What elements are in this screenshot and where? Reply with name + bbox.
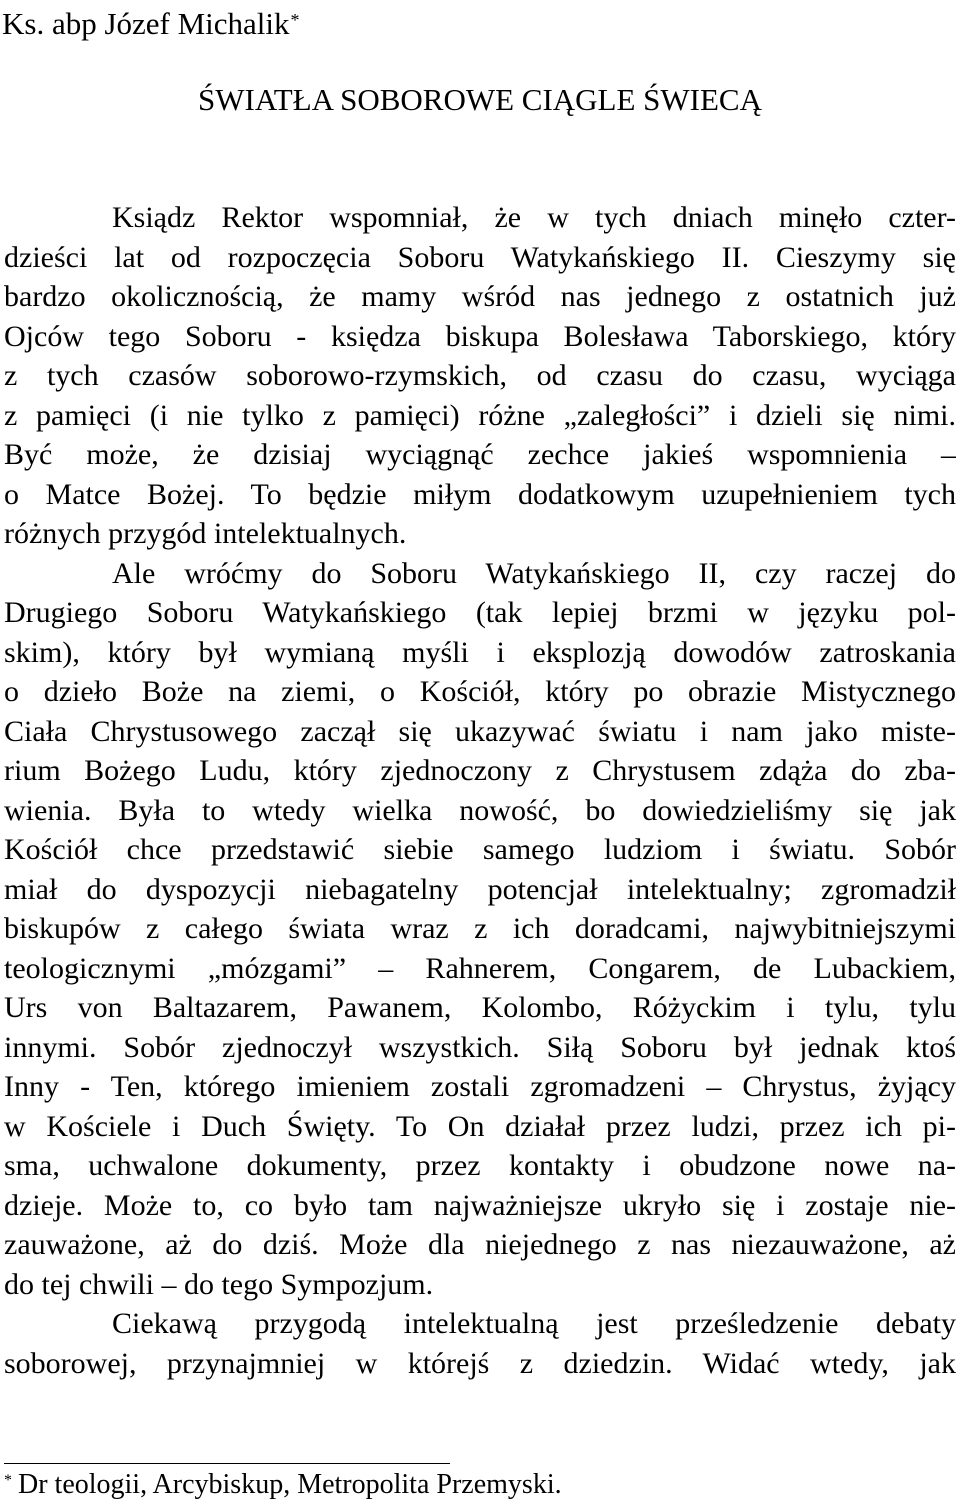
text-line: Ciała Chrystusowego zaczął się ukazywać światu i nam jako miste-: [4, 714, 956, 748]
article-body: [4, 198, 956, 1383]
text-line: bardzo okolicznością, że mamy wśród nas jednego z ostatnich już: [4, 280, 956, 313]
text-line: rium Bożego Ludu, który zjednoczony z Chrystusem zdąża do zba-: [4, 754, 956, 787]
text-line: zauważone, aż do dziś. Może dla niejednego z nas niezauważone, aż: [4, 1228, 956, 1261]
text-line: Inny - Ten, którego imieniem zostali zgromadzeni – Chrystus, żyjący: [4, 1070, 956, 1103]
footnote-separator: [4, 1463, 450, 1464]
text-line: Ojców tego Soboru - księdza biskupa Bolesława Taborskiego, który: [4, 319, 956, 353]
text-line: biskupów z całego świata wraz z ich doradcami, najwybitniejszymi: [4, 912, 956, 945]
text-line: soborowej, przynajmniej w którejś z dziedzin. Widać wtedy, jak: [4, 1346, 956, 1380]
text-line: Kościół chce przedstawić siebie samego ludziom i światu. Sobór: [4, 833, 956, 866]
text-line: wienia. Była to wtedy wielka nowość, bo dowiedzieliśmy się jak: [4, 793, 956, 827]
text-line: z tych czasów soborowo-rzymskich, od czasu do czasu, wyciąga: [4, 359, 956, 392]
text-line: skim), który był wymianą myśli i eksplozją dowodów zatroskania: [4, 635, 956, 669]
text-line: do tej chwili – do tego Sympozjum.: [4, 1267, 434, 1301]
text-line: Ciekawą przygodą intelektualną jest prześledzenie debaty: [112, 1307, 956, 1340]
text-line: Ksiądz Rektor wspomniał, że w tych dniach minęło czter-: [112, 201, 956, 234]
article-title: ŚWIATŁA SOBOROWE CIĄGLE ŚWIECĄ: [198, 82, 762, 117]
text-line: Być może, że dzisiaj wyciągnąć zechce jakieś wspomnienia –: [4, 438, 956, 471]
text-line: różnych przygód intelektualnych.: [4, 517, 407, 550]
author-name: Ks. abp Józef Michalik: [2, 6, 290, 41]
text-line: Drugiego Soboru Watykańskiego (tak lepiej brzmi w języku pol-: [4, 596, 956, 629]
text-line: dzieje. Może to, co było tam najważniejsze ukryło się i zostaje nie-: [4, 1188, 956, 1222]
text-line: sma, uchwalone dokumenty, przez kontakty i obudzone nowe na-: [4, 1149, 956, 1182]
text-line: Urs von Baltazarem, Pawanem, Kolombo, Różyckim i tylu, tylu: [4, 991, 956, 1024]
text-line: teologicznymi „mózgami” – Rahnerem, Congarem, de Lubackiem,: [4, 951, 956, 985]
text-line: w Kościele i Duch Święty. To On działał przez ludzi, przez ich pi-: [4, 1109, 956, 1143]
author-line: [2, 6, 300, 42]
footnote: [4, 1470, 562, 1500]
text-line: z pamięci (i nie tylko z pamięci) różne „zaległości” i dzieli się nimi.: [4, 398, 956, 432]
text-line: Ale wróćmy do Soboru Watykańskiego II, czy raczej do: [112, 556, 956, 590]
text-line: innymi. Sobór zjednoczył wszystkich. Siłą Soboru był jednak ktoś: [4, 1030, 956, 1064]
text-line: miał do dyspozycji niebagatelny potencjał intelektualny; zgromadził: [4, 872, 956, 906]
text-line: dzieści lat od rozpoczęcia Soboru Watykańskiego II. Cieszymy się: [4, 240, 956, 274]
footnote-text: Dr teologii, Arcybiskup, Metropolita Przemyski.: [18, 1469, 562, 1500]
text-line: o dzieło Boże na ziemi, o Kościół, który po obrazie Mistycznego: [4, 675, 956, 708]
footnote-mark: *: [4, 1472, 12, 1489]
text-line: o Matce Bożej. To będzie miłym dodatkowym uzupełnieniem tych: [4, 477, 956, 511]
author-footnote-mark: *: [290, 10, 300, 30]
